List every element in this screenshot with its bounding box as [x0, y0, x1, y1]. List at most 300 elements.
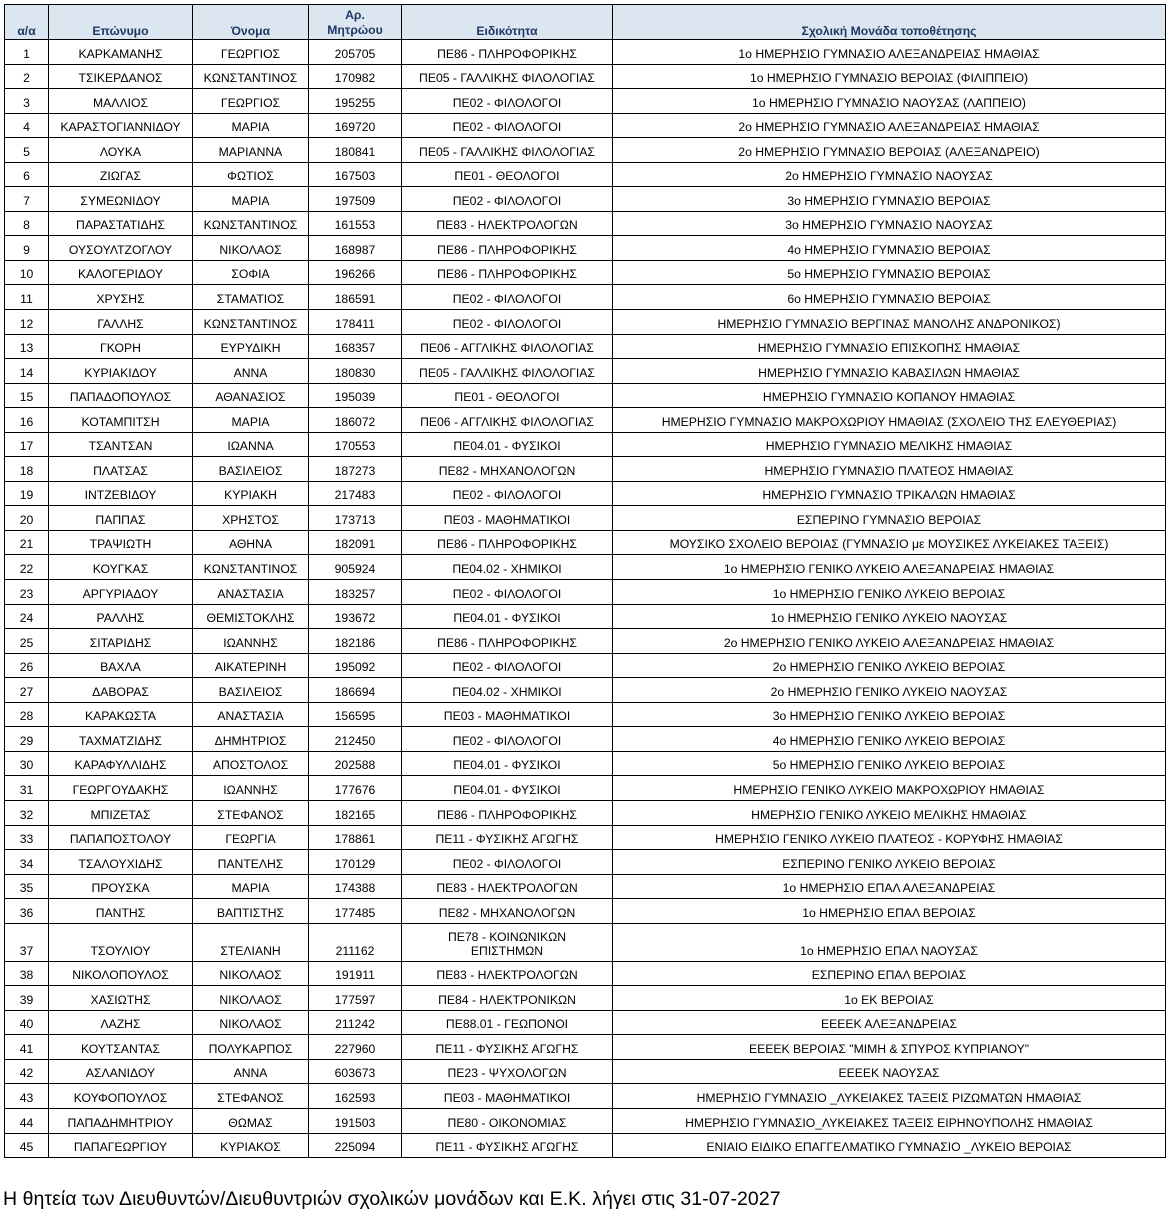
registry-number-cell: 174388: [309, 874, 402, 899]
specialty-cell: ΠΕ11 - ΦΥΣΙΚΗΣ ΑΓΩΓΗΣ: [402, 825, 613, 850]
school-cell: ΗΜΕΡΗΣΙΟ ΓΥΜΝΑΣΙΟ ΠΛΑΤΕΟΣ ΗΜΑΘΙΑΣ: [613, 457, 1166, 482]
first-name-cell: ΜΑΡΙΑΝΝΑ: [193, 138, 309, 163]
specialty-cell: ΠΕ05 - ΓΑΛΛΙΚΗΣ ΦΙΛΟΛΟΓΙΑΣ: [402, 138, 613, 163]
registry-number-cell: 191503: [309, 1108, 402, 1133]
first-name-cell: ΚΥΡΙΑΚΟΣ: [193, 1133, 309, 1158]
school-cell: ΗΜΕΡΗΣΙΟ ΓΥΜΝΑΣΙΟ ΜΑΚΡΟΧΩΡΙΟΥ ΗΜΑΘΙΑΣ (ΣΧΟΛΕΙΟ ΤΗΣ ΕΛΕΥΘΕΡΙΑΣ): [613, 408, 1166, 433]
first-name-cell: ΝΙΚΟΛΑΟΣ: [193, 986, 309, 1011]
table-row: [5, 1133, 1166, 1158]
row-number-cell: 45: [5, 1133, 49, 1158]
registry-number-cell: 186072: [309, 408, 402, 433]
surname-cell: ΚΑΡΑΚΩΣΤΑ: [49, 702, 193, 727]
surname-cell: ΣΥΜΕΩΝΙΔΟΥ: [49, 187, 193, 212]
row-number-cell: 43: [5, 1084, 49, 1109]
row-number-cell: 34: [5, 850, 49, 875]
registry-number-cell: 167503: [309, 162, 402, 187]
row-number-cell: 23: [5, 580, 49, 605]
specialty-cell: ΠΕ83 - ΗΛΕΚΤΡΟΛΟΓΩΝ: [402, 961, 613, 986]
registry-number-cell: 169720: [309, 113, 402, 138]
school-cell: 3ο ΗΜΕΡΗΣΙΟ ΓΕΝΙΚΟ ΛΥΚΕΙΟ ΒΕΡΟΙΑΣ: [613, 702, 1166, 727]
table-row: [5, 138, 1166, 163]
table-row: [5, 1084, 1166, 1109]
first-name-cell: ΣΟΦΙΑ: [193, 260, 309, 285]
surname-cell: ΚΟΤΑΜΠΙΤΣΗ: [49, 408, 193, 433]
school-cell: ΕΕΕΕΚ ΑΛΕΞΑΝΔΡΕΙΑΣ: [613, 1010, 1166, 1035]
first-name-cell: ΜΑΡΙΑ: [193, 113, 309, 138]
table-row: [5, 727, 1166, 752]
specialty-cell: ΠΕ86 - ΠΛΗΡΟΦΟΡΙΚΗΣ: [402, 260, 613, 285]
row-number-cell: 17: [5, 432, 49, 457]
specialty-cell: ΠΕ86 - ΠΛΗΡΟΦΟΡΙΚΗΣ: [402, 236, 613, 261]
registry-number-cell: 603673: [309, 1059, 402, 1084]
registry-number-cell: 197509: [309, 187, 402, 212]
specialty-cell: ΠΕ23 - ΨΥΧΟΛΟΓΩΝ: [402, 1059, 613, 1084]
surname-cell: ΠΑΝΤΗΣ: [49, 899, 193, 924]
row-number-cell: 42: [5, 1059, 49, 1084]
first-name-cell: ΜΑΡΙΑ: [193, 187, 309, 212]
school-cell: 2ο ΗΜΕΡΗΣΙΟ ΓΕΝΙΚΟ ΛΥΚΕΙΟ ΝΑΟΥΣΑΣ: [613, 678, 1166, 703]
row-number-cell: 19: [5, 481, 49, 506]
row-number-cell: 26: [5, 653, 49, 678]
registry-number-cell: 156595: [309, 702, 402, 727]
registry-number-cell: 217483: [309, 481, 402, 506]
school-cell: ΗΜΕΡΗΣΙΟ ΓΥΜΝΑΣΙΟ _ΛΥΚΕΙΑΚΕΣ ΤΑΞΕΙΣ ΡΙΖΩΜΑΤΩΝ ΗΜΑΘΙΑΣ: [613, 1084, 1166, 1109]
surname-cell: ΓΕΩΡΓΟΥΔΑΚΗΣ: [49, 776, 193, 801]
specialty-cell: ΠΕ83 - ΗΛΕΚΤΡΟΛΟΓΩΝ: [402, 874, 613, 899]
row-number-cell: 31: [5, 776, 49, 801]
specialty-cell: ΠΕ80 - ΟΙΚΟΝΟΜΙΑΣ: [402, 1108, 613, 1133]
table-row: [5, 678, 1166, 703]
specialty-cell: ΠΕ02 - ΦΙΛΟΛΟΓΟΙ: [402, 580, 613, 605]
surname-cell: ΚΟΥΤΣΑΝΤΑΣ: [49, 1035, 193, 1060]
registry-number-cell: 173713: [309, 506, 402, 531]
row-number-cell: 25: [5, 629, 49, 654]
school-cell: 2ο ΗΜΕΡΗΣΙΟ ΓΥΜΝΑΣΙΟ ΒΕΡΟΙΑΣ (ΑΛΕΞΑΝΔΡΕΙΟ): [613, 138, 1166, 163]
surname-cell: ΧΑΣΙΩΤΗΣ: [49, 986, 193, 1011]
row-number-cell: 11: [5, 285, 49, 310]
row-number-cell: 36: [5, 899, 49, 924]
registry-number-cell: 186694: [309, 678, 402, 703]
registry-number-cell: 177597: [309, 986, 402, 1011]
table-row: [5, 1010, 1166, 1035]
row-number-cell: 29: [5, 727, 49, 752]
school-cell: 1ο ΕΚ ΒΕΡΟΙΑΣ: [613, 986, 1166, 1011]
first-name-cell: ΒΑΣΙΛΕΙΟΣ: [193, 678, 309, 703]
school-cell: 1ο ΗΜΕΡΗΣΙΟ ΕΠΑΛ ΑΛΕΞΑΝΔΡΕΙΑΣ: [613, 874, 1166, 899]
specialty-cell: ΠΕ86 - ΠΛΗΡΟΦΟΡΙΚΗΣ: [402, 629, 613, 654]
school-cell: ΗΜΕΡΗΣΙΟ ΓΕΝΙΚΟ ΛΥΚΕΙΟ ΠΛΑΤΕΟΣ - ΚΟΡΥΦΗΣ ΗΜΑΘΙΑΣ: [613, 825, 1166, 850]
table-row: [5, 457, 1166, 482]
surname-cell: ΠΑΠΑΔΟΠΟΥΛΟΣ: [49, 383, 193, 408]
first-name-cell: ΚΥΡΙΑΚΗ: [193, 481, 309, 506]
specialty-cell: ΠΕ02 - ΦΙΛΟΛΟΓΟΙ: [402, 113, 613, 138]
specialty-cell: ΠΕ86 - ΠΛΗΡΟΦΟΡΙΚΗΣ: [402, 40, 613, 65]
header-specialty: Ειδικότητα: [402, 5, 613, 40]
school-cell: ΗΜΕΡΗΣΙΟ ΓΥΜΝΑΣΙΟ_ΛΥΚΕΙΑΚΕΣ ΤΑΞΕΙΣ ΕΙΡΗΝΟΥΠΟΛΗΣ ΗΜΑΘΙΑΣ: [613, 1108, 1166, 1133]
header-aa: α/α: [5, 5, 49, 40]
registry-number-cell: 211162: [309, 923, 402, 961]
first-name-cell: ΝΙΚΟΛΑΟΣ: [193, 961, 309, 986]
header-registry-line1: Αρ.: [345, 8, 365, 22]
first-name-cell: ΑΝΝΑ: [193, 1059, 309, 1084]
table-row: [5, 64, 1166, 89]
specialty-cell: ΠΕ86 - ΠΛΗΡΟΦΟΡΙΚΗΣ: [402, 530, 613, 555]
first-name-cell: ΒΑΠΤΙΣΤΗΣ: [193, 899, 309, 924]
table-row: [5, 359, 1166, 384]
specialty-cell: ΠΕ06 - ΑΓΓΛΙΚΗΣ ΦΙΛΟΛΟΓΙΑΣ: [402, 334, 613, 359]
registry-number-cell: 187273: [309, 457, 402, 482]
school-cell: 1ο ΗΜΕΡΗΣΙΟ ΓΕΝΙΚΟ ΛΥΚΕΙΟ ΒΕΡΟΙΑΣ: [613, 580, 1166, 605]
surname-cell: ΤΑΧΜΑΤΖΙΔΗΣ: [49, 727, 193, 752]
row-number-cell: 20: [5, 506, 49, 531]
school-cell: 3ο ΗΜΕΡΗΣΙΟ ΓΥΜΝΑΣΙΟ ΝΑΟΥΣΑΣ: [613, 211, 1166, 236]
first-name-cell: ΣΤΕΦΑΝΟΣ: [193, 800, 309, 825]
school-cell: ΗΜΕΡΗΣΙΟ ΓΕΝΙΚΟ ΛΥΚΕΙΟ ΜΕΛΙΚΗΣ ΗΜΑΘΙΑΣ: [613, 800, 1166, 825]
table-row: [5, 113, 1166, 138]
registry-number-cell: 180841: [309, 138, 402, 163]
surname-cell: ΓΑΛΛΗΣ: [49, 310, 193, 335]
registry-number-cell: 168987: [309, 236, 402, 261]
registry-number-cell: 225094: [309, 1133, 402, 1158]
specialty-cell: ΠΕ02 - ΦΙΛΟΛΟΓΟΙ: [402, 653, 613, 678]
row-number-cell: 30: [5, 751, 49, 776]
registry-number-cell: 186591: [309, 285, 402, 310]
table-row: [5, 653, 1166, 678]
surname-cell: ΠΑΠΠΑΣ: [49, 506, 193, 531]
table-row: [5, 1108, 1166, 1133]
registry-number-cell: 196266: [309, 260, 402, 285]
row-number-cell: 33: [5, 825, 49, 850]
surname-cell: ΠΛΑΤΣΑΣ: [49, 457, 193, 482]
header-surname: Επώνυμο: [49, 5, 193, 40]
table-row: [5, 825, 1166, 850]
registry-number-cell: 161553: [309, 211, 402, 236]
specialty-cell: ΠΕ02 - ΦΙΛΟΛΟΓΟΙ: [402, 310, 613, 335]
first-name-cell: ΠΟΛΥΚΑΡΠΟΣ: [193, 1035, 309, 1060]
first-name-cell: ΣΤΕΛΙΑΝΗ: [193, 923, 309, 961]
surname-cell: ΚΑΡΑΣΤΟΓΙΑΝΝΙΔΟΥ: [49, 113, 193, 138]
registry-number-cell: 177485: [309, 899, 402, 924]
registry-number-cell: 178411: [309, 310, 402, 335]
registry-number-cell: 195092: [309, 653, 402, 678]
first-name-cell: ΓΕΩΡΓΙΟΣ: [193, 40, 309, 65]
surname-cell: ΜΑΛΛΙΟΣ: [49, 89, 193, 114]
school-cell: ΗΜΕΡΗΣΙΟ ΓΥΜΝΑΣΙΟ ΕΠΙΣΚΟΠΗΣ ΗΜΑΘΙΑΣ: [613, 334, 1166, 359]
registry-number-cell: 195255: [309, 89, 402, 114]
row-number-cell: 9: [5, 236, 49, 261]
surname-cell: ΜΠΙΖΕΤΑΣ: [49, 800, 193, 825]
surname-cell: ΠΑΠΑΓΕΩΡΓΙΟΥ: [49, 1133, 193, 1158]
specialty-cell: ΠΕ02 - ΦΙΛΟΛΟΓΟΙ: [402, 481, 613, 506]
specialty-cell: ΠΕ11 - ΦΥΣΙΚΗΣ ΑΓΩΓΗΣ: [402, 1133, 613, 1158]
row-number-cell: 6: [5, 162, 49, 187]
registry-number-cell: 205705: [309, 40, 402, 65]
table-row: [5, 874, 1166, 899]
first-name-cell: ΘΕΜΙΣΤΟΚΛΗΣ: [193, 604, 309, 629]
surname-cell: ΚΑΡΑΦΥΛΛΙΔΗΣ: [49, 751, 193, 776]
surname-cell: ΒΑΧΛΑ: [49, 653, 193, 678]
specialty-cell: ΠΕ86 - ΠΛΗΡΟΦΟΡΙΚΗΣ: [402, 800, 613, 825]
registry-number-cell: 178861: [309, 825, 402, 850]
registry-number-cell: 191911: [309, 961, 402, 986]
surname-cell: ΣΙΤΑΡΙΔΗΣ: [49, 629, 193, 654]
first-name-cell: ΚΩΝΣΤΑΝΤΙΝΟΣ: [193, 555, 309, 580]
table-row: [5, 604, 1166, 629]
first-name-cell: ΑΘΑΝΑΣΙΟΣ: [193, 383, 309, 408]
first-name-cell: ΑΝΑΣΤΑΣΙΑ: [193, 702, 309, 727]
specialty-cell: ΠΕ02 - ΦΙΛΟΛΟΓΟΙ: [402, 850, 613, 875]
table-row: [5, 702, 1166, 727]
school-cell: ΕΕΕΕΚ ΒΕΡΟΙΑΣ "ΜΙΜΗ & ΣΠΥΡΟΣ ΚΥΠΡΙΑΝΟΥ": [613, 1035, 1166, 1060]
row-number-cell: 38: [5, 961, 49, 986]
placement-table: [4, 4, 1166, 1158]
table-row: [5, 408, 1166, 433]
row-number-cell: 12: [5, 310, 49, 335]
specialty-cell: ΠΕ82 - ΜΗΧΑΝΟΛΟΓΩΝ: [402, 457, 613, 482]
specialty-cell: ΠΕ05 - ΓΑΛΛΙΚΗΣ ΦΙΛΟΛΟΓΙΑΣ: [402, 64, 613, 89]
surname-cell: ΔΑΒΟΡΑΣ: [49, 678, 193, 703]
school-cell: ΕΣΠΕΡΙΝΟ ΕΠΑΛ ΒΕΡΟΙΑΣ: [613, 961, 1166, 986]
header-registry-line2: Μητρώου: [327, 23, 383, 37]
registry-number-cell: 170982: [309, 64, 402, 89]
table-row: [5, 432, 1166, 457]
table-row: [5, 481, 1166, 506]
registry-number-cell: 182186: [309, 629, 402, 654]
school-cell: ΗΜΕΡΗΣΙΟ ΓΥΜΝΑΣΙΟ ΚΑΒΑΣΙΛΩΝ ΗΜΑΘΙΑΣ: [613, 359, 1166, 384]
specialty-cell: ΠΕ02 - ΦΙΛΟΛΟΓΟΙ: [402, 727, 613, 752]
surname-cell: ΤΣΙΚΕΡΔΑΝΟΣ: [49, 64, 193, 89]
row-number-cell: 13: [5, 334, 49, 359]
school-cell: 6ο ΗΜΕΡΗΣΙΟ ΓΥΜΝΑΣΙΟ ΒΕΡΟΙΑΣ: [613, 285, 1166, 310]
school-cell: ΕΕΕΕΚ ΝΑΟΥΣΑΣ: [613, 1059, 1166, 1084]
registry-number-cell: 177676: [309, 776, 402, 801]
specialty-cell: ΠΕ84 - ΗΛΕΚΤΡΟΝΙΚΩΝ: [402, 986, 613, 1011]
table-row: [5, 850, 1166, 875]
specialty-cell: ΠΕ03 - ΜΑΘΗΜΑΤΙΚΟΙ: [402, 506, 613, 531]
row-number-cell: 18: [5, 457, 49, 482]
table-row: [5, 1035, 1166, 1060]
row-number-cell: 15: [5, 383, 49, 408]
registry-number-cell: 905924: [309, 555, 402, 580]
header-row: [5, 5, 1166, 40]
surname-cell: ΖΙΩΓΑΣ: [49, 162, 193, 187]
first-name-cell: ΓΕΩΡΓΙΟΣ: [193, 89, 309, 114]
surname-cell: ΤΣΑΝΤΣΑΝ: [49, 432, 193, 457]
surname-cell: ΓΚΟΡΗ: [49, 334, 193, 359]
registry-number-cell: 170129: [309, 850, 402, 875]
registry-number-cell: 183257: [309, 580, 402, 605]
school-cell: ΗΜΕΡΗΣΙΟ ΓΥΜΝΑΣΙΟ ΒΕΡΓΙΝΑΣ ΜΑΝΟΛΗΣ ΑΝΔΡΟΝΙΚΟΣ): [613, 310, 1166, 335]
registry-number-cell: 211242: [309, 1010, 402, 1035]
row-number-cell: 10: [5, 260, 49, 285]
row-number-cell: 22: [5, 555, 49, 580]
surname-cell: ΑΣΛΑΝΙΔΟΥ: [49, 1059, 193, 1084]
specialty-cell: ΠΕ04.01 - ΦΥΣΙΚΟΙ: [402, 751, 613, 776]
specialty-cell: ΠΕ02 - ΦΙΛΟΛΟΓΟΙ: [402, 89, 613, 114]
specialty-cell: [402, 923, 613, 961]
first-name-cell: ΣΤΕΦΑΝΟΣ: [193, 1084, 309, 1109]
school-cell: 2ο ΗΜΕΡΗΣΙΟ ΓΕΝΙΚΟ ΛΥΚΕΙΟ ΒΕΡΟΙΑΣ: [613, 653, 1166, 678]
first-name-cell: ΠΑΝΤΕΛΗΣ: [193, 850, 309, 875]
specialty-cell: ΠΕ02 - ΦΙΛΟΛΟΓΟΙ: [402, 187, 613, 212]
row-number-cell: 21: [5, 530, 49, 555]
first-name-cell: ΑΝΝΑ: [193, 359, 309, 384]
first-name-cell: ΑΠΟΣΤΟΛΟΣ: [193, 751, 309, 776]
specialty-cell: ΠΕ05 - ΓΑΛΛΙΚΗΣ ΦΙΛΟΛΟΓΙΑΣ: [402, 359, 613, 384]
registry-number-cell: 162593: [309, 1084, 402, 1109]
table-row: [5, 800, 1166, 825]
specialty-cell: ΠΕ03 - ΜΑΘΗΜΑΤΙΚΟΙ: [402, 1084, 613, 1109]
first-name-cell: ΚΩΝΣΤΑΝΤΙΝΟΣ: [193, 211, 309, 236]
registry-number-cell: 227960: [309, 1035, 402, 1060]
surname-cell: ΤΣΑΛΟΥΧΙΔΗΣ: [49, 850, 193, 875]
table-row: [5, 986, 1166, 1011]
table-row: [5, 580, 1166, 605]
registry-number-cell: 180830: [309, 359, 402, 384]
surname-cell: ΚΥΡΙΑΚΙΔΟΥ: [49, 359, 193, 384]
table-header: [5, 5, 1166, 40]
school-cell: 1ο ΗΜΕΡΗΣΙΟ ΕΠΑΛ ΒΕΡΟΙΑΣ: [613, 899, 1166, 924]
school-cell: 1ο ΗΜΕΡΗΣΙΟ ΓΕΝΙΚΟ ΛΥΚΕΙΟ ΝΑΟΥΣΑΣ: [613, 604, 1166, 629]
specialty-cell: ΠΕ04.01 - ΦΥΣΙΚΟΙ: [402, 604, 613, 629]
specialty-cell: ΠΕ04.01 - ΦΥΣΙΚΟΙ: [402, 776, 613, 801]
first-name-cell: ΦΩΤΙΟΣ: [193, 162, 309, 187]
surname-cell: ΚΑΡΚΑΜΑΝΗΣ: [49, 40, 193, 65]
table-row: [5, 162, 1166, 187]
first-name-cell: ΚΩΝΣΤΑΝΤΙΝΟΣ: [193, 310, 309, 335]
specialty-cell: ΠΕ06 - ΑΓΓΛΙΚΗΣ ΦΙΛΟΛΟΓΙΑΣ: [402, 408, 613, 433]
header-registry-number: [309, 5, 402, 40]
table-row: [5, 383, 1166, 408]
row-number-cell: 41: [5, 1035, 49, 1060]
school-cell: 5ο ΗΜΕΡΗΣΙΟ ΓΕΝΙΚΟ ΛΥΚΕΙΟ ΒΕΡΟΙΑΣ: [613, 751, 1166, 776]
first-name-cell: ΣΤΑΜΑΤΙΟΣ: [193, 285, 309, 310]
table-row: [5, 89, 1166, 114]
table-row: [5, 629, 1166, 654]
specialty-cell: ΠΕ83 - ΗΛΕΚΤΡΟΛΟΓΩΝ: [402, 211, 613, 236]
school-cell: 5ο ΗΜΕΡΗΣΙΟ ΓΥΜΝΑΣΙΟ ΒΕΡΟΙΑΣ: [613, 260, 1166, 285]
table-row: [5, 211, 1166, 236]
row-number-cell: 16: [5, 408, 49, 433]
row-number-cell: 14: [5, 359, 49, 384]
table-row: [5, 506, 1166, 531]
table-row: [5, 923, 1166, 961]
row-number-cell: 35: [5, 874, 49, 899]
surname-cell: ΑΡΓΥΡΙΑΔΟΥ: [49, 580, 193, 605]
registry-number-cell: 182091: [309, 530, 402, 555]
table-row: [5, 751, 1166, 776]
surname-cell: ΛΑΖΗΣ: [49, 1010, 193, 1035]
first-name-cell: ΑΙΚΑΤΕΡΙΝΗ: [193, 653, 309, 678]
registry-number-cell: 193672: [309, 604, 402, 629]
table-row: [5, 285, 1166, 310]
row-number-cell: 24: [5, 604, 49, 629]
row-number-cell: 37: [5, 923, 49, 961]
specialty-cell: ΠΕ11 - ΦΥΣΙΚΗΣ ΑΓΩΓΗΣ: [402, 1035, 613, 1060]
school-cell: ΜΟΥΣΙΚΟ ΣΧΟΛΕΙΟ ΒΕΡΟΙΑΣ (ΓΥΜΝΑΣΙΟ με ΜΟΥΣΙΚΕΣ ΛΥΚΕΙΑΚΕΣ ΤΑΞΕΙΣ): [613, 530, 1166, 555]
school-cell: 2ο ΗΜΕΡΗΣΙΟ ΓΕΝΙΚΟ ΛΥΚΕΙΟ ΑΛΕΞΑΝΔΡΕΙΑΣ ΗΜΑΘΙΑΣ: [613, 629, 1166, 654]
first-name-cell: ΘΩΜΑΣ: [193, 1108, 309, 1133]
first-name-cell: ΧΡΗΣΤΟΣ: [193, 506, 309, 531]
header-name: Όνομα: [193, 5, 309, 40]
row-number-cell: 27: [5, 678, 49, 703]
registry-number-cell: 212450: [309, 727, 402, 752]
row-number-cell: 2: [5, 64, 49, 89]
specialty-cell: ΠΕ04.02 - ΧΗΜΙΚΟΙ: [402, 678, 613, 703]
surname-cell: ΚΟΥΦΟΠΟΥΛΟΣ: [49, 1084, 193, 1109]
table-row: [5, 961, 1166, 986]
school-cell: 1ο ΗΜΕΡΗΣΙΟ ΓΥΜΝΑΣΙΟ ΒΕΡΟΙΑΣ (ΦΙΛΙΠΠΕΙΟ): [613, 64, 1166, 89]
surname-cell: ΚΟΥΓΚΑΣ: [49, 555, 193, 580]
registry-number-cell: 202588: [309, 751, 402, 776]
surname-cell: ΤΡΑΨΙΩΤΗ: [49, 530, 193, 555]
surname-cell: ΚΑΛΟΓΕΡΙΔΟΥ: [49, 260, 193, 285]
school-cell: ΗΜΕΡΗΣΙΟ ΓΕΝΙΚΟ ΛΥΚΕΙΟ ΜΑΚΡΟΧΩΡΙΟΥ ΗΜΑΘΙΑΣ: [613, 776, 1166, 801]
school-cell: ΕΝΙΑΙΟ ΕΙΔΙΚΟ ΕΠΑΓΓΕΛΜΑΤΙΚΟ ΓΥΜΝΑΣΙΟ _ΛΥΚΕΙΟ ΒΕΡΟΙΑΣ: [613, 1133, 1166, 1158]
table-row: [5, 260, 1166, 285]
surname-cell: ΟΥΣΟΥΛΤΖΟΓΛΟΥ: [49, 236, 193, 261]
surname-cell: ΡΑΛΛΗΣ: [49, 604, 193, 629]
school-cell: ΕΣΠΕΡΙΝΟ ΓΥΜΝΑΣΙΟ ΒΕΡΟΙΑΣ: [613, 506, 1166, 531]
row-number-cell: 4: [5, 113, 49, 138]
registry-number-cell: 170553: [309, 432, 402, 457]
registry-number-cell: 168357: [309, 334, 402, 359]
header-school: Σχολική Μονάδα τοποθέτησης: [613, 5, 1166, 40]
surname-cell: ΧΡΥΣΗΣ: [49, 285, 193, 310]
first-name-cell: ΚΩΝΣΤΑΝΤΙΝΟΣ: [193, 64, 309, 89]
first-name-cell: ΙΩΑΝΝΗΣ: [193, 629, 309, 654]
specialty-line: ΕΠΙΣΤΗΜΩΝ: [470, 943, 544, 958]
first-name-cell: ΜΑΡΙΑ: [193, 408, 309, 433]
surname-cell: ΠΡΟΥΣΚΑ: [49, 874, 193, 899]
table-row: [5, 530, 1166, 555]
first-name-cell: ΔΗΜΗΤΡΙΟΣ: [193, 727, 309, 752]
school-cell: 1ο ΗΜΕΡΗΣΙΟ ΓΥΜΝΑΣΙΟ ΝΑΟΥΣΑΣ (ΛΑΠΠΕΙΟ): [613, 89, 1166, 114]
school-cell: 3ο ΗΜΕΡΗΣΙΟ ΓΥΜΝΑΣΙΟ ΒΕΡΟΙΑΣ: [613, 187, 1166, 212]
row-number-cell: 39: [5, 986, 49, 1011]
specialty-cell: ΠΕ88.01 - ΓΕΩΠΟΝΟΙ: [402, 1010, 613, 1035]
school-cell: ΗΜΕΡΗΣΙΟ ΓΥΜΝΑΣΙΟ ΜΕΛΙΚΗΣ ΗΜΑΘΙΑΣ: [613, 432, 1166, 457]
school-cell: 1ο ΗΜΕΡΗΣΙΟ ΓΥΜΝΑΣΙΟ ΑΛΕΞΑΝΔΡΕΙΑΣ ΗΜΑΘΙΑΣ: [613, 40, 1166, 65]
registry-number-cell: 195039: [309, 383, 402, 408]
row-number-cell: 7: [5, 187, 49, 212]
surname-cell: ΤΣΟΥΛΙΟΥ: [49, 923, 193, 961]
first-name-cell: ΜΑΡΙΑ: [193, 874, 309, 899]
first-name-cell: ΙΩΑΝΝΗΣ: [193, 776, 309, 801]
first-name-cell: ΑΘΗΝΑ: [193, 530, 309, 555]
school-cell: ΕΣΠΕΡΙΝΟ ΓΕΝΙΚΟ ΛΥΚΕΙΟ ΒΕΡΟΙΑΣ: [613, 850, 1166, 875]
specialty-cell: ΠΕ01 - ΘΕΟΛΟΓΟΙ: [402, 383, 613, 408]
specialty-cell: ΠΕ04.02 - ΧΗΜΙΚΟΙ: [402, 555, 613, 580]
table-row: [5, 40, 1166, 65]
surname-cell: ΠΑΠΑΠΟΣΤΟΛΟΥ: [49, 825, 193, 850]
school-cell: 2ο ΗΜΕΡΗΣΙΟ ΓΥΜΝΑΣΙΟ ΝΑΟΥΣΑΣ: [613, 162, 1166, 187]
first-name-cell: ΑΝΑΣΤΑΣΙΑ: [193, 580, 309, 605]
table-body: [5, 40, 1166, 1158]
first-name-cell: ΝΙΚΟΛΑΟΣ: [193, 1010, 309, 1035]
row-number-cell: 3: [5, 89, 49, 114]
school-cell: 4ο ΗΜΕΡΗΣΙΟ ΓΕΝΙΚΟ ΛΥΚΕΙΟ ΒΕΡΟΙΑΣ: [613, 727, 1166, 752]
first-name-cell: ΒΑΣΙΛΕΙΟΣ: [193, 457, 309, 482]
school-cell: ΗΜΕΡΗΣΙΟ ΓΥΜΝΑΣΙΟ ΚΟΠΑΝΟΥ ΗΜΑΘΙΑΣ: [613, 383, 1166, 408]
specialty-cell: ΠΕ04.01 - ΦΥΣΙΚΟΙ: [402, 432, 613, 457]
row-number-cell: 28: [5, 702, 49, 727]
surname-cell: ΠΑΠΑΔΗΜΗΤΡΙΟΥ: [49, 1108, 193, 1133]
table-row: [5, 1059, 1166, 1084]
surname-cell: ΙΝΤΖΕΒΙΔΟΥ: [49, 481, 193, 506]
specialty-cell: ΠΕ01 - ΘΕΟΛΟΓΟΙ: [402, 162, 613, 187]
specialty-cell: ΠΕ03 - ΜΑΘΗΜΑΤΙΚΟΙ: [402, 702, 613, 727]
